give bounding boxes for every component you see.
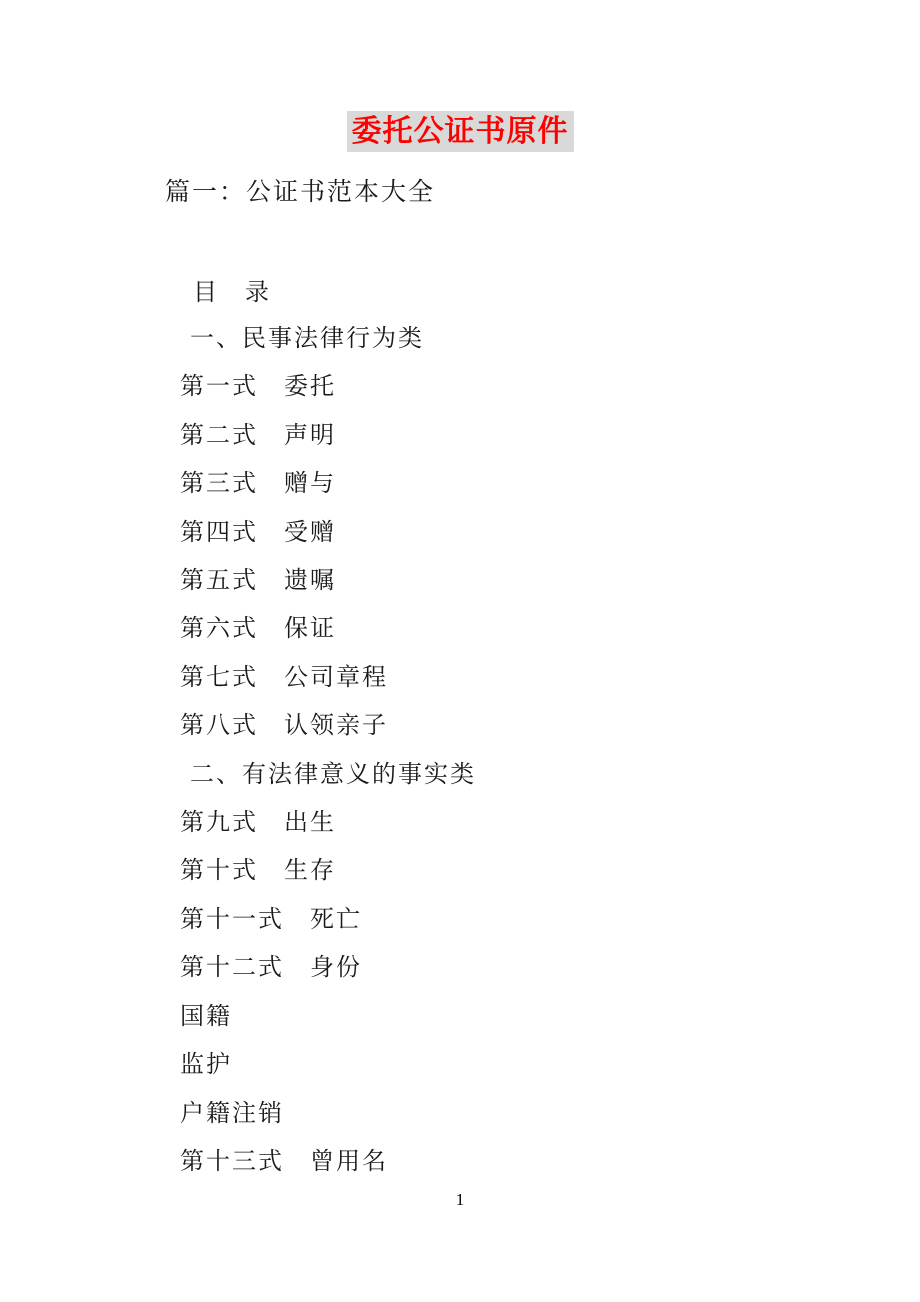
toc-item: 第九式 出生	[180, 808, 336, 837]
document-title-text: 委托公证书原件	[347, 111, 574, 152]
toc-heading: 目 录	[193, 278, 271, 306]
toc-section-heading: 二、有法律意义的事实类	[190, 759, 476, 788]
toc-item: 第一式 委托	[180, 372, 336, 401]
toc-item: 第八式 认领亲子	[180, 711, 388, 740]
toc-item: 第二式 声明	[180, 420, 336, 449]
toc-list	[0, 314, 920, 1185]
toc-item: 第四式 受赠	[180, 517, 336, 546]
document-title	[0, 0, 920, 153]
section-subtitle: 篇一：公证书范本大全	[165, 177, 436, 206]
toc-section-heading: 一、民事法律行为类	[190, 324, 424, 352]
toc-item: 国籍	[180, 1001, 232, 1030]
toc-item: 第五式 遗嘱	[180, 566, 336, 595]
toc-item: 第十一式 死亡	[180, 904, 362, 933]
toc-item: 第六式 保证	[180, 614, 336, 643]
toc-item: 户籍注销	[180, 1098, 284, 1127]
toc-item: 第十式 生存	[180, 856, 336, 885]
page-number: 1	[455, 1190, 465, 1209]
toc-item: 第七式 公司章程	[180, 662, 388, 691]
toc-item: 监护	[180, 1050, 232, 1079]
toc-item: 第三式 赠与	[180, 469, 336, 498]
toc-item: 第十二式 身份	[180, 953, 362, 982]
toc-item: 第十三式 曾用名	[180, 1146, 388, 1175]
